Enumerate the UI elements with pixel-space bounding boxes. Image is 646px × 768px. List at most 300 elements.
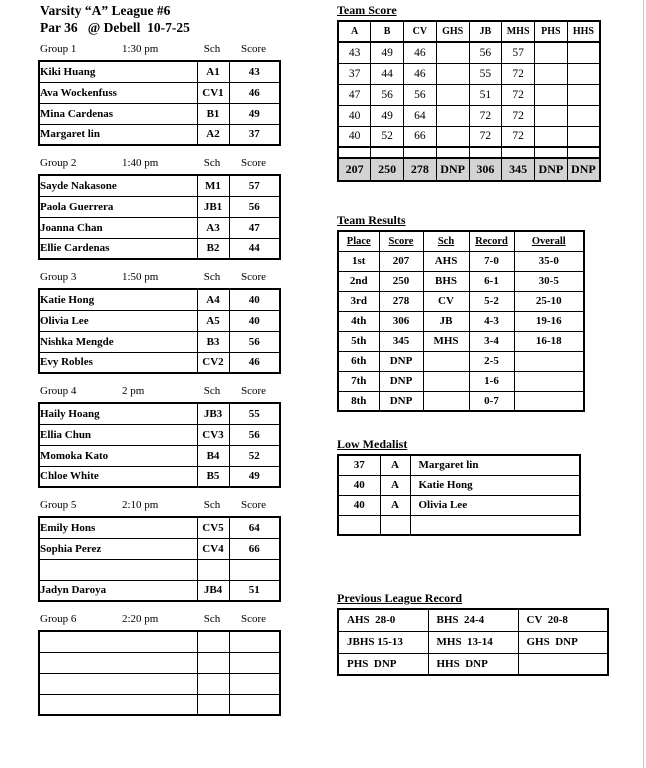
team-results-section — [337, 212, 609, 412]
team-score-cell — [567, 126, 600, 147]
team-score-cell: 46 — [404, 42, 437, 63]
record-cell: 3-4 — [469, 331, 514, 351]
previous-league-record-title: Previous League Record — [337, 591, 463, 605]
player-row — [39, 673, 280, 694]
group-table — [38, 288, 281, 374]
player-school-cell: B4 — [197, 445, 229, 466]
team-score-cell: 72 — [469, 126, 502, 147]
team-score-cell: 64 — [404, 105, 437, 126]
player-name-cell: Kiki Huang — [39, 61, 197, 82]
previous-record-cell: MHS 13-14 — [428, 631, 518, 653]
group-table — [38, 402, 281, 488]
overall-cell: 30-5 — [514, 271, 584, 291]
team-score-cell: 47 — [338, 84, 371, 105]
group-time: 2:10 pm — [122, 499, 159, 511]
record-cell: 4-3 — [469, 311, 514, 331]
low-medalist-table — [337, 454, 581, 536]
player-score-cell — [229, 694, 280, 715]
low-medalist-row — [338, 475, 580, 495]
record-cell: 6-1 — [469, 271, 514, 291]
school-cell — [423, 371, 469, 391]
team-score-spacer-row — [338, 147, 600, 158]
team-results-table — [337, 230, 585, 412]
player-row — [39, 466, 280, 487]
team-score-total-cell: 306 — [469, 158, 502, 181]
group-time: 1:30 pm — [122, 43, 159, 55]
player-name-cell: Joanna Chan — [39, 217, 197, 238]
previous-record-cell: GHS DNP — [518, 631, 608, 653]
sch-column-header: Sch — [203, 385, 221, 397]
group-label: Group 5 — [40, 499, 77, 511]
player-name-cell: Katie Hong — [39, 289, 197, 310]
player-name-cell: Haily Hoang — [39, 403, 197, 424]
team-results-header-row — [338, 231, 584, 251]
group-table — [38, 516, 281, 602]
team-score-row — [338, 42, 600, 63]
overall-cell — [514, 371, 584, 391]
group-label: Group 1 — [40, 43, 77, 55]
team-score-cell: 49 — [371, 105, 404, 126]
team-score-row — [338, 63, 600, 84]
player-row — [39, 580, 280, 601]
team-score-empty-cell — [404, 147, 437, 158]
player-school-cell: JB3 — [197, 403, 229, 424]
player-row — [39, 175, 280, 196]
player-name-cell — [39, 673, 197, 694]
low-medalist-section — [337, 436, 609, 536]
team-score-section — [337, 2, 609, 182]
team-score-row — [338, 105, 600, 126]
team-score-cell: 51 — [469, 84, 502, 105]
player-row — [39, 559, 280, 580]
school-cell — [423, 391, 469, 411]
team-score-total-cell: 278 — [404, 158, 437, 181]
school-cell: JB — [423, 311, 469, 331]
player-school-cell: B5 — [197, 466, 229, 487]
page-subtitle: Par 36 @ Debell 10-7-25 — [40, 20, 190, 35]
player-name-cell: Evy Robles — [39, 352, 197, 373]
team-score-column-header: MHS — [502, 21, 535, 42]
team-score-column-header: PHS — [535, 21, 568, 42]
player-row — [39, 238, 280, 259]
page-edge-divider — [643, 0, 644, 768]
place-cell: 8th — [338, 391, 379, 411]
overall-cell — [514, 391, 584, 411]
team-score-cell — [567, 42, 600, 63]
medalist-name-cell: Olivia Lee — [410, 495, 580, 515]
player-school-cell: A5 — [197, 310, 229, 331]
player-name-cell: Ellie Cardenas — [39, 238, 197, 259]
previous-record-cell: HHS DNP — [428, 653, 518, 675]
previous-record-cell: CV 20-8 — [518, 609, 608, 631]
player-row — [39, 517, 280, 538]
score-column-header: Score — [240, 157, 267, 169]
score-column-header: Score — [240, 43, 267, 55]
team-score-cell — [535, 63, 568, 84]
player-school-cell: B2 — [197, 238, 229, 259]
player-score-cell: 40 — [229, 289, 280, 310]
previous-record-cell: AHS 28-0 — [338, 609, 428, 631]
team-score-cell: 57 — [502, 42, 535, 63]
team-score-totals-row — [338, 158, 600, 181]
score-cell: DNP — [379, 391, 423, 411]
team-score-empty-cell — [502, 147, 535, 158]
player-score-cell: 52 — [229, 445, 280, 466]
player-school-cell: CV3 — [197, 424, 229, 445]
player-school-cell: A3 — [197, 217, 229, 238]
team-score-cell: 55 — [469, 63, 502, 84]
group-label: Group 3 — [40, 271, 77, 283]
team-score-header-row — [338, 21, 600, 42]
sch-column-header: Sch — [203, 271, 221, 283]
player-score-cell — [229, 652, 280, 673]
group-label: Group 2 — [40, 157, 77, 169]
group-section-3 — [38, 271, 280, 374]
school-cell: MHS — [423, 331, 469, 351]
team-score-cell: 37 — [338, 63, 371, 84]
group-table — [38, 174, 281, 260]
player-score-cell: 47 — [229, 217, 280, 238]
score-cell: 278 — [379, 291, 423, 311]
player-row — [39, 331, 280, 352]
group-time: 1:50 pm — [122, 271, 159, 283]
group-header — [38, 157, 280, 171]
medalist-score-cell: 40 — [338, 475, 380, 495]
player-score-cell: 64 — [229, 517, 280, 538]
player-name-cell: Mina Cardenas — [39, 103, 197, 124]
team-score-empty-cell — [469, 147, 502, 158]
group-section-2 — [38, 157, 280, 260]
previous-record-row — [338, 653, 608, 675]
team-results-row — [338, 251, 584, 271]
team-results-row — [338, 331, 584, 351]
player-score-cell — [229, 559, 280, 580]
place-cell: 6th — [338, 351, 379, 371]
team-score-column-header: CV — [404, 21, 437, 42]
sch-column-header: Sch — [203, 499, 221, 511]
player-name-cell: Chloe White — [39, 466, 197, 487]
group-time: 1:40 pm — [122, 157, 159, 169]
team-score-total-cell: DNP — [535, 158, 568, 181]
player-name-cell: Emily Hons — [39, 517, 197, 538]
team-score-table — [337, 20, 601, 182]
place-cell: 4th — [338, 311, 379, 331]
team-score-cell — [436, 63, 469, 84]
team-score-cell: 40 — [338, 105, 371, 126]
score-cell: 207 — [379, 251, 423, 271]
team-score-cell — [436, 42, 469, 63]
player-school-cell: CV2 — [197, 352, 229, 373]
team-score-cell — [436, 84, 469, 105]
team-score-title: Team Score — [337, 3, 397, 17]
team-score-cell — [567, 84, 600, 105]
team-score-total-cell: DNP — [567, 158, 600, 181]
player-score-cell: 57 — [229, 175, 280, 196]
place-cell: 1st — [338, 251, 379, 271]
previous-league-record-table — [337, 608, 609, 676]
player-row — [39, 289, 280, 310]
school-cell: BHS — [423, 271, 469, 291]
team-score-cell — [567, 63, 600, 84]
team-score-column-header: JB — [469, 21, 502, 42]
low-medalist-row — [338, 495, 580, 515]
team-score-empty-cell — [535, 147, 568, 158]
player-score-cell: 51 — [229, 580, 280, 601]
score-cell: DNP — [379, 371, 423, 391]
group-label: Group 4 — [40, 385, 77, 397]
group-header — [38, 271, 280, 285]
player-row — [39, 82, 280, 103]
medalist-name-cell — [410, 515, 580, 535]
player-name-cell: Ellia Chun — [39, 424, 197, 445]
team-score-column-header: GHS — [436, 21, 469, 42]
player-row — [39, 196, 280, 217]
place-cell: 3rd — [338, 291, 379, 311]
score-cell: DNP — [379, 351, 423, 371]
team-score-empty-cell — [436, 147, 469, 158]
player-name-cell — [39, 559, 197, 580]
record-cell: 5-2 — [469, 291, 514, 311]
team-score-cell: 56 — [404, 84, 437, 105]
player-score-cell: 44 — [229, 238, 280, 259]
team-score-cell — [535, 105, 568, 126]
team-score-cell — [535, 126, 568, 147]
team-results-row — [338, 391, 584, 411]
player-name-cell: Jadyn Daroya — [39, 580, 197, 601]
player-score-cell: 46 — [229, 352, 280, 373]
team-score-cell: 44 — [371, 63, 404, 84]
team-score-total-cell: 345 — [502, 158, 535, 181]
player-school-cell: B1 — [197, 103, 229, 124]
player-school-cell: B3 — [197, 331, 229, 352]
previous-record-cell: PHS DNP — [338, 653, 428, 675]
low-medalist-row — [338, 455, 580, 475]
team-score-column-header: A — [338, 21, 371, 42]
previous-record-row — [338, 631, 608, 653]
team-score-cell — [436, 105, 469, 126]
group-time: 2:20 pm — [122, 613, 159, 625]
score-cell: 306 — [379, 311, 423, 331]
place-cell: 5th — [338, 331, 379, 351]
medalist-school-cell: A — [380, 455, 410, 475]
team-score-cell: 52 — [371, 126, 404, 147]
record-cell: 0-7 — [469, 391, 514, 411]
low-medalist-row — [338, 515, 580, 535]
sch-column-header: Sch — [203, 157, 221, 169]
team-score-empty-cell — [338, 147, 371, 158]
team-score-cell: 43 — [338, 42, 371, 63]
player-score-cell — [229, 631, 280, 652]
player-name-cell — [39, 694, 197, 715]
place-cell: 2nd — [338, 271, 379, 291]
team-score-row — [338, 84, 600, 105]
player-school-cell — [197, 631, 229, 652]
player-row — [39, 538, 280, 559]
player-row — [39, 694, 280, 715]
medalist-name-cell: Katie Hong — [410, 475, 580, 495]
team-score-cell: 72 — [502, 84, 535, 105]
team-score-cell: 56 — [469, 42, 502, 63]
player-row — [39, 424, 280, 445]
player-score-cell: 40 — [229, 310, 280, 331]
player-row — [39, 631, 280, 652]
player-score-cell: 49 — [229, 466, 280, 487]
player-name-cell: Margaret lin — [39, 124, 197, 145]
player-school-cell: A4 — [197, 289, 229, 310]
group-section-6 — [38, 613, 280, 716]
place-cell: 7th — [338, 371, 379, 391]
player-row — [39, 403, 280, 424]
player-row — [39, 445, 280, 466]
player-school-cell: CV1 — [197, 82, 229, 103]
school-cell — [423, 351, 469, 371]
group-label: Group 6 — [40, 613, 77, 625]
player-score-cell: 56 — [229, 331, 280, 352]
player-name-cell — [39, 652, 197, 673]
player-name-cell: Ava Wockenfuss — [39, 82, 197, 103]
group-table — [38, 630, 281, 716]
player-row — [39, 103, 280, 124]
overall-cell: 16-18 — [514, 331, 584, 351]
team-score-cell: 72 — [502, 105, 535, 126]
medalist-score-cell: 40 — [338, 495, 380, 515]
previous-record-row — [338, 609, 608, 631]
score-cell: 250 — [379, 271, 423, 291]
school-cell: CV — [423, 291, 469, 311]
medalist-name-cell: Margaret lin — [410, 455, 580, 475]
team-score-cell: 49 — [371, 42, 404, 63]
previous-record-cell: JBHS 15-13 — [338, 631, 428, 653]
overall-cell: 25-10 — [514, 291, 584, 311]
player-score-cell: 56 — [229, 424, 280, 445]
sch-column-header: Sch — [203, 613, 221, 625]
player-school-cell — [197, 694, 229, 715]
team-score-cell — [436, 126, 469, 147]
overall-cell: 35-0 — [514, 251, 584, 271]
team-score-cell: 46 — [404, 63, 437, 84]
player-school-cell — [197, 673, 229, 694]
player-name-cell: Sophia Perez — [39, 538, 197, 559]
team-score-empty-cell — [567, 147, 600, 158]
team-results-row — [338, 351, 584, 371]
medalist-school-cell: A — [380, 475, 410, 495]
score-column-header: Score — [240, 385, 267, 397]
team-score-row — [338, 126, 600, 147]
team-score-cell — [567, 105, 600, 126]
medalist-score-cell — [338, 515, 380, 535]
team-score-total-cell: DNP — [436, 158, 469, 181]
previous-league-record-section — [337, 590, 609, 676]
player-score-cell: 66 — [229, 538, 280, 559]
player-row — [39, 652, 280, 673]
team-score-cell: 56 — [371, 84, 404, 105]
player-school-cell: JB4 — [197, 580, 229, 601]
previous-record-cell — [518, 653, 608, 675]
sch-column-header: Sch — [203, 43, 221, 55]
medalist-score-cell: 37 — [338, 455, 380, 475]
player-school-cell: A1 — [197, 61, 229, 82]
page-title: Varsity “A” League #6 — [40, 3, 171, 18]
team-results-column-header: Record — [469, 231, 514, 251]
player-score-cell — [229, 673, 280, 694]
team-score-column-header: HHS — [567, 21, 600, 42]
team-score-cell: 72 — [502, 63, 535, 84]
player-row — [39, 352, 280, 373]
team-results-row — [338, 291, 584, 311]
team-score-cell: 72 — [502, 126, 535, 147]
player-score-cell: 43 — [229, 61, 280, 82]
group-header — [38, 499, 280, 513]
overall-cell: 19-16 — [514, 311, 584, 331]
team-score-column-header: B — [371, 21, 404, 42]
player-school-cell — [197, 559, 229, 580]
school-cell: AHS — [423, 251, 469, 271]
player-name-cell — [39, 631, 197, 652]
record-cell: 2-5 — [469, 351, 514, 371]
medalist-school-cell: A — [380, 495, 410, 515]
group-section-4 — [38, 385, 280, 488]
player-score-cell: 46 — [229, 82, 280, 103]
player-row — [39, 124, 280, 145]
score-column-header: Score — [240, 271, 267, 283]
left-column — [38, 2, 280, 727]
group-section-1 — [38, 43, 280, 146]
player-school-cell: CV5 — [197, 517, 229, 538]
player-score-cell: 55 — [229, 403, 280, 424]
overall-cell — [514, 351, 584, 371]
group-time: 2 pm — [122, 385, 145, 397]
player-name-cell: Momoka Kato — [39, 445, 197, 466]
player-score-cell: 49 — [229, 103, 280, 124]
team-score-cell: 40 — [338, 126, 371, 147]
low-medalist-title: Low Medalist — [337, 437, 408, 451]
group-section-5 — [38, 499, 280, 602]
player-school-cell: JB1 — [197, 196, 229, 217]
player-school-cell: CV4 — [197, 538, 229, 559]
team-score-empty-cell — [371, 147, 404, 158]
medalist-school-cell — [380, 515, 410, 535]
score-column-header: Score — [240, 499, 267, 511]
group-header — [38, 385, 280, 399]
player-school-cell: M1 — [197, 175, 229, 196]
team-score-cell: 66 — [404, 126, 437, 147]
team-score-cell — [535, 84, 568, 105]
player-school-cell — [197, 652, 229, 673]
score-cell: 345 — [379, 331, 423, 351]
player-name-cell: Nishka Mengde — [39, 331, 197, 352]
score-column-header: Score — [240, 613, 267, 625]
player-row — [39, 217, 280, 238]
team-score-cell — [535, 42, 568, 63]
team-score-total-cell: 207 — [338, 158, 371, 181]
record-cell: 1-6 — [469, 371, 514, 391]
player-row — [39, 61, 280, 82]
player-name-cell: Olivia Lee — [39, 310, 197, 331]
previous-record-cell: BHS 24-4 — [428, 609, 518, 631]
player-school-cell: A2 — [197, 124, 229, 145]
group-header — [38, 613, 280, 627]
group-table — [38, 60, 281, 146]
record-cell: 7-0 — [469, 251, 514, 271]
player-name-cell: Paola Guerrera — [39, 196, 197, 217]
group-header — [38, 43, 280, 57]
player-row — [39, 310, 280, 331]
team-results-row — [338, 371, 584, 391]
team-results-column-header: Overall — [514, 231, 584, 251]
player-score-cell: 37 — [229, 124, 280, 145]
team-score-cell: 72 — [469, 105, 502, 126]
team-results-column-header: Sch — [423, 231, 469, 251]
